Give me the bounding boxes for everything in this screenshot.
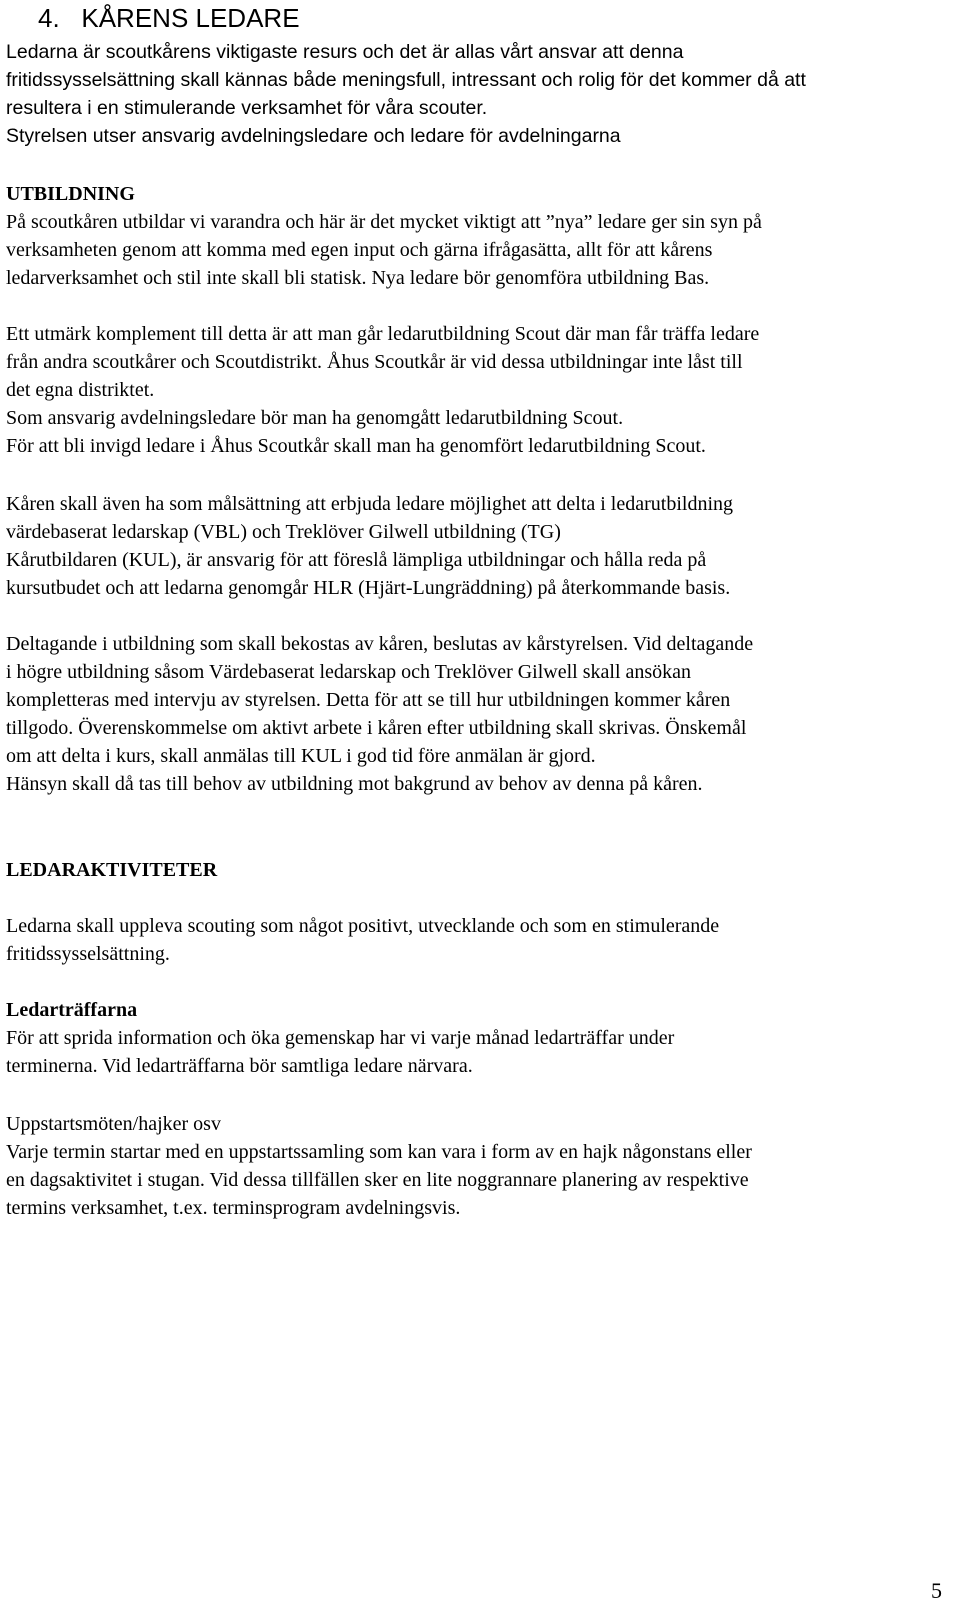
text-line: Varje termin startar med en uppstartssamling som kan vara i form av en hajk någonstans eller bbox=[6, 1141, 752, 1163]
text-line: ledarverksamhet och stil inte skall bli statisk. Nya ledare bör genomföra utbildning Bas. bbox=[6, 267, 710, 289]
text-line: Som ansvarig avdelningsledare bör man ha genomgått ledarutbildning Scout. bbox=[6, 407, 624, 429]
ledartraffarna-section bbox=[6, 996, 674, 1080]
subheading-ledartraffarna: Ledarträffarna bbox=[6, 999, 138, 1021]
text-line: resultera i en stimulerande verksamhet för våra scouter. bbox=[6, 97, 488, 119]
text-line: För att bli invigd ledare i Åhus Scoutkår skall man ha genomfört ledarutbildning Scout. bbox=[6, 435, 706, 457]
text-line: kompletteras med intervju av styrelsen. Detta för att se till hur utbildningen kommer kåren bbox=[6, 689, 731, 711]
text-line: fritidssysselsättning. bbox=[6, 943, 170, 965]
uppstart-section bbox=[6, 1110, 752, 1222]
text-line: termins verksamhet, t.ex. terminsprogram avdelningsvis. bbox=[6, 1197, 461, 1219]
text-line: kursutbudet och att ledarna genomgår HLR (Hjärt-Lungräddning) på återkommande basis. bbox=[6, 577, 731, 599]
text-line: Ledarna är scoutkårens viktigaste resurs och det är allas vårt ansvar att denna bbox=[6, 41, 684, 63]
text-line: från andra scoutkårer och Scoutdistrikt. Åhus Scoutkår är vid dessa utbildningar inte låst till bbox=[6, 351, 743, 373]
text-line: På scoutkåren utbildar vi varandra och här är det mycket viktigt att ”nya” ledare ger sin syn på bbox=[6, 211, 762, 233]
text-line: verksamheten genom att komma med egen input och gärna ifrågasätta, allt för att kårens bbox=[6, 239, 713, 261]
text-line: Ledarna skall uppleva scouting som något positivt, utvecklande och som en stimulerande bbox=[6, 915, 720, 937]
text-line: Hänsyn skall då tas till behov av utbildning mot bakgrund av behov av denna på kåren. bbox=[6, 773, 703, 795]
utbildning-paragraph-3 bbox=[6, 490, 733, 602]
section-title-text: KÅRENS LEDARE bbox=[81, 3, 300, 33]
section-title bbox=[38, 2, 300, 34]
text-line: tillgodo. Överenskommelse om aktivt arbete i kåren efter utbildning skall skrivas. Önskemål bbox=[6, 717, 747, 739]
utbildning-paragraph-2 bbox=[6, 320, 759, 460]
text-line: Ett utmärk komplement till detta är att man går ledarutbildning Scout där man får träffa ledare bbox=[6, 323, 760, 345]
text-line: Kåren skall även ha som målsättning att erbjuda ledare möjlighet att delta i ledarutbildning bbox=[6, 493, 734, 515]
page-number: 5 bbox=[931, 1578, 942, 1603]
text-line: Kårutbildaren (KUL), är ansvarig för att föreslå lämpliga utbildningar och hålla reda på bbox=[6, 549, 707, 571]
text-line: Deltagande i utbildning som skall bekostas av kåren, beslutas av kårstyrelsen. Vid deltagande bbox=[6, 633, 754, 655]
text-line: i högre utbildning såsom Värdebaserat ledarskap och Treklöver Gilwell skall ansökan bbox=[6, 661, 692, 683]
heading-ledaraktiviteter: LEDARAKTIVITETER bbox=[6, 859, 218, 881]
text-line: värdebaserat ledarskap (VBL) och Treklöver Gilwell utbildning (TG) bbox=[6, 521, 561, 543]
ledaraktiviteter-paragraph-1 bbox=[6, 912, 719, 968]
utbildning-paragraph-4 bbox=[6, 630, 753, 798]
text-line: Styrelsen utser ansvarig avdelningsledare och ledare för avdelningarna bbox=[6, 125, 621, 147]
section-number: 4. bbox=[38, 3, 60, 33]
intro-paragraph bbox=[6, 38, 806, 150]
text-line: om att delta i kurs, skall anmälas till KUL i god tid före anmälan är gjord. bbox=[6, 745, 596, 767]
utbildning-paragraph-1 bbox=[6, 208, 762, 292]
subheading-uppstart: Uppstartsmöten/hajker osv bbox=[6, 1113, 221, 1135]
heading-utbildning: UTBILDNING bbox=[6, 183, 135, 205]
text-line: fritidssysselsättning skall kännas både meningsfull, intressant och rolig för det kommer då att bbox=[6, 69, 806, 91]
text-line: en dagsaktivitet i stugan. Vid dessa tillfällen sker en lite noggrannare planering av respektive bbox=[6, 1169, 749, 1191]
text-line: det egna distriktet. bbox=[6, 379, 155, 401]
text-line: terminerna. Vid ledarträffarna bör samtliga ledare närvara. bbox=[6, 1055, 473, 1077]
text-line: För att sprida information och öka gemenskap har vi varje månad ledarträffar under bbox=[6, 1027, 675, 1049]
